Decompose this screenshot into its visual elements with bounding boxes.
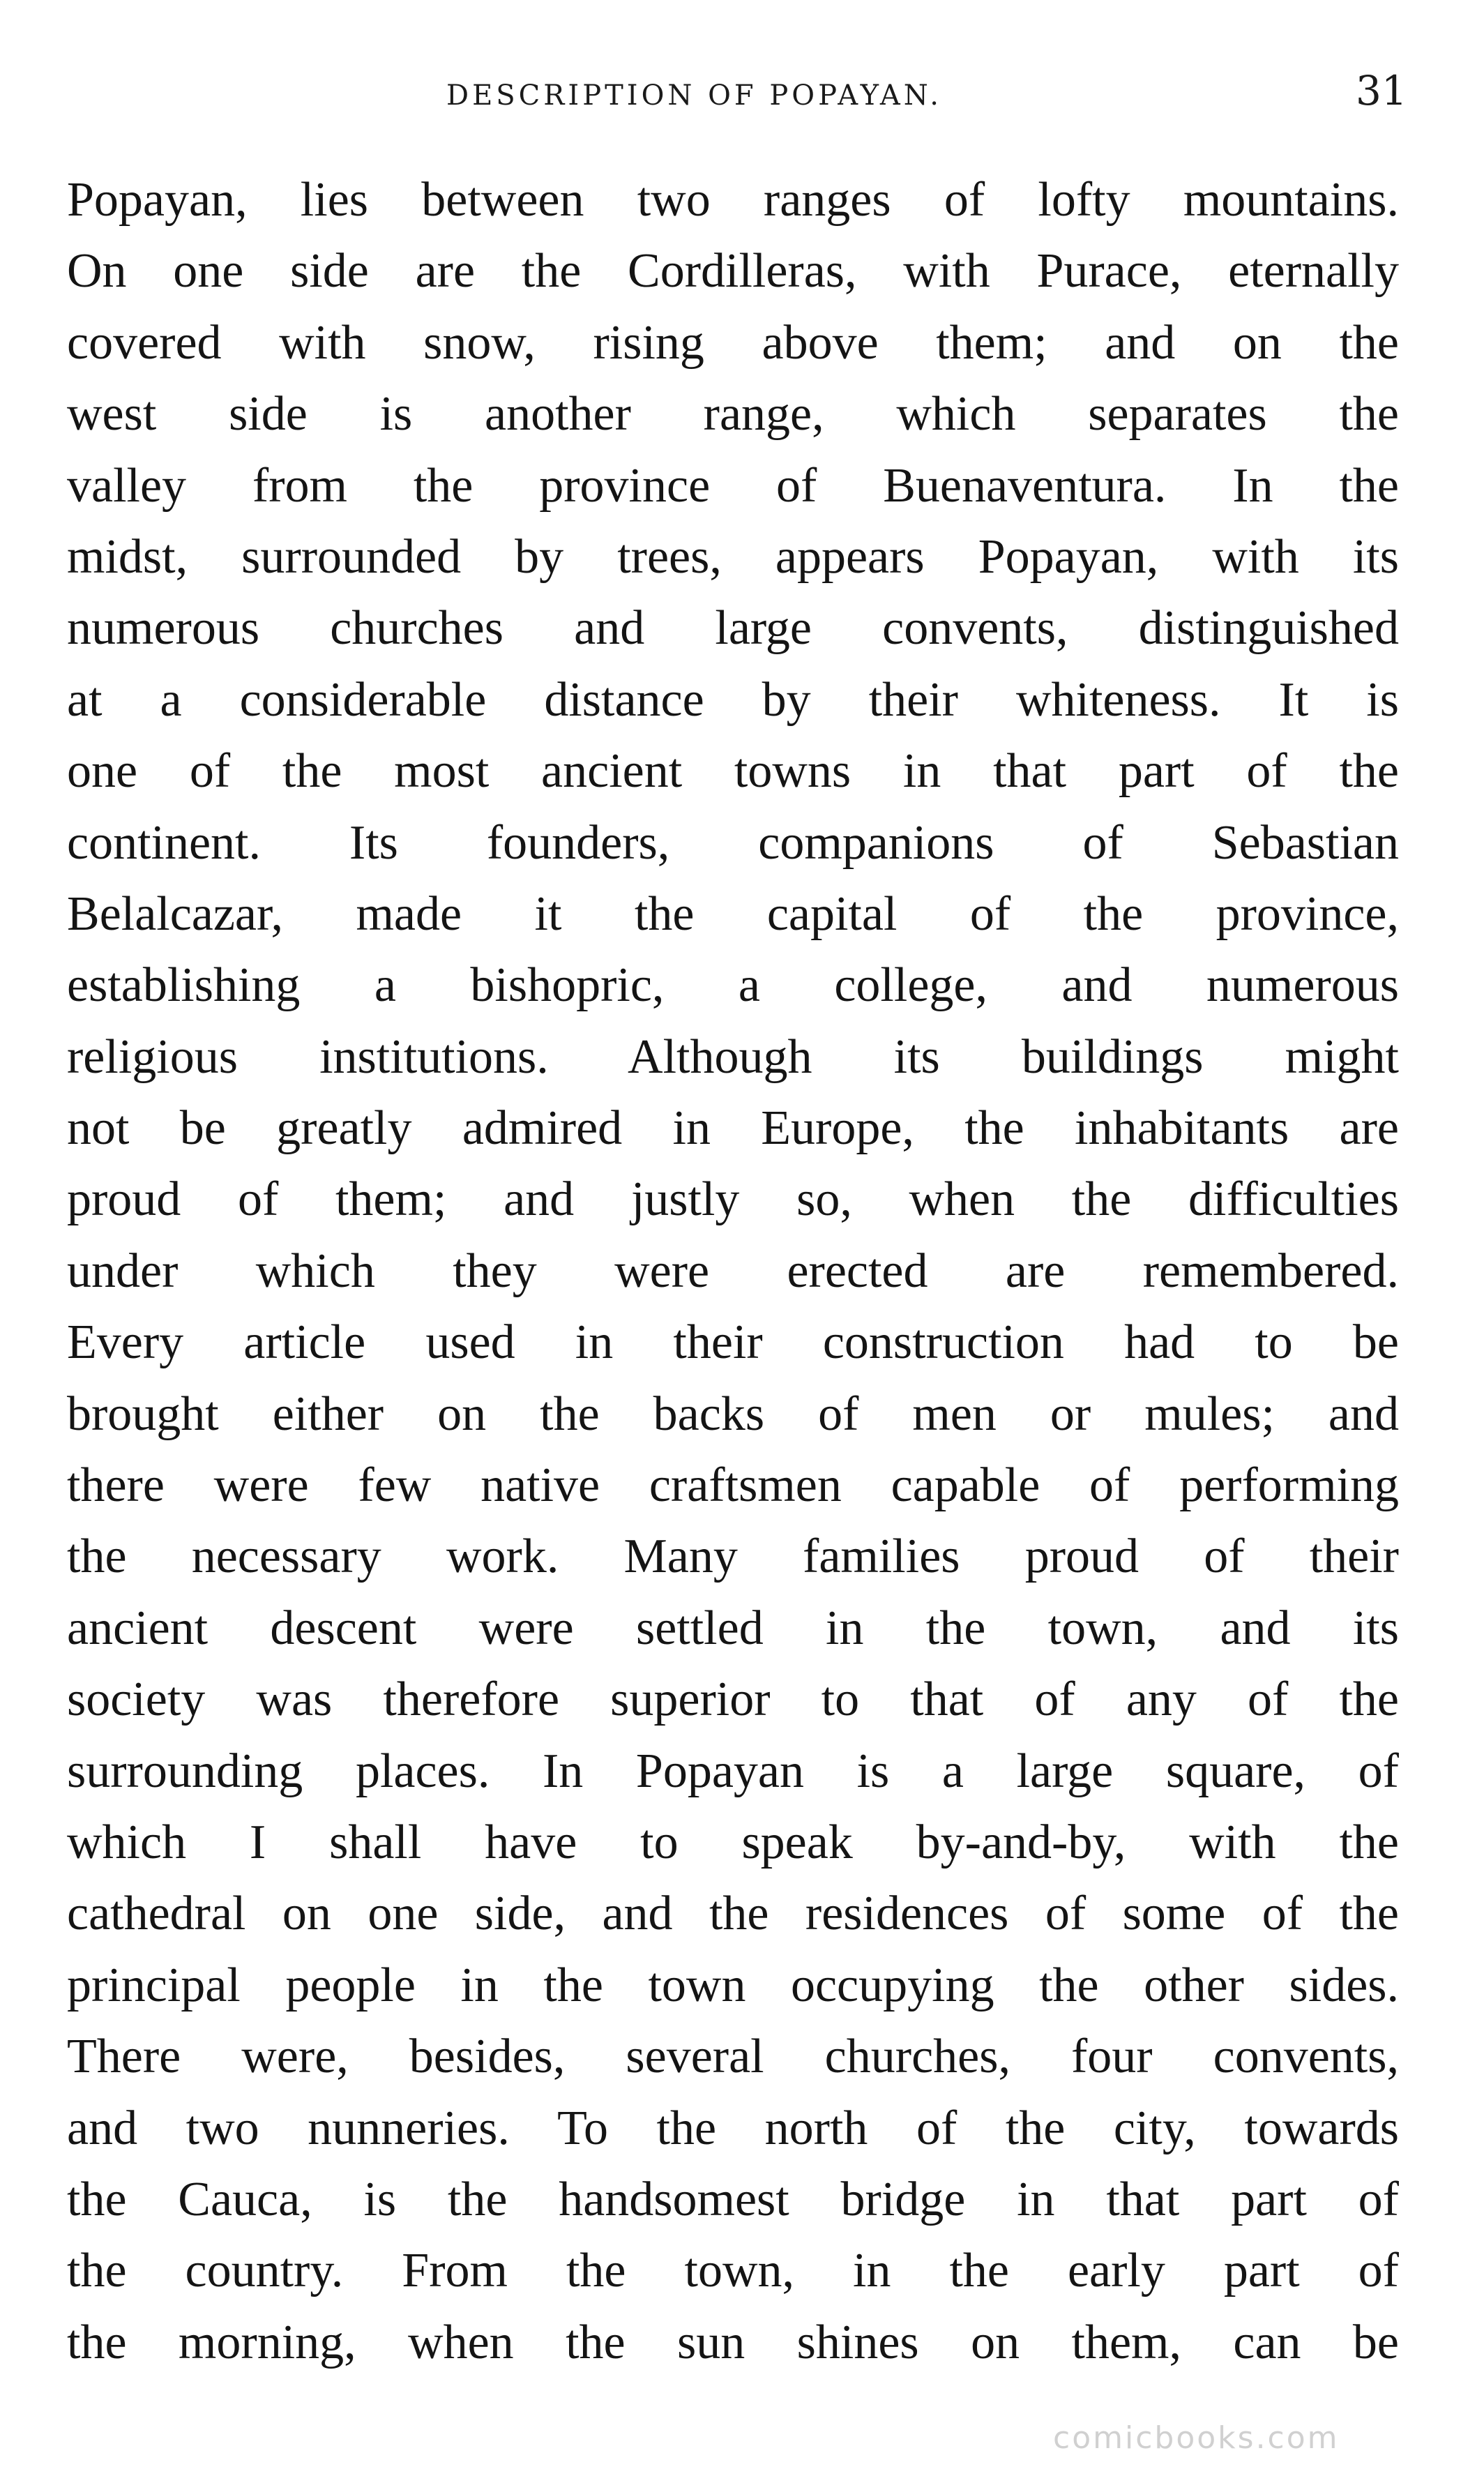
text-line: society was therefore superior to that of any of the: [67, 1673, 1399, 1727]
text-line: covered with snow, rising above them; and on the: [67, 315, 1399, 370]
text-line: the necessary work. Many families proud of their: [67, 1530, 1399, 1584]
text-line: valley from the province of Buenaventura. In the: [67, 458, 1399, 513]
text-line: at a considerable distance by their whiteness. It is: [67, 672, 1399, 727]
text-line: Every article used in their construction had to be: [67, 1315, 1399, 1370]
text-line: ancient descent were settled in the town, and its: [67, 1601, 1399, 1655]
text-line: one of the most ancient towns in that part of the: [67, 744, 1399, 799]
text-line: the Cauca, is the handsomest bridge in that part of: [67, 2172, 1399, 2226]
text-line: which I shall have to speak by-and-by, with the: [67, 1815, 1399, 1869]
text-line: Popayan, lies between two ranges of lofty mountains.: [67, 173, 1399, 227]
text-line: under which they were erected are remembered.: [67, 1244, 1399, 1298]
text-line: not be greatly admired in Europe, the inhabitants are: [67, 1101, 1399, 1156]
page-number: 31: [1356, 67, 1407, 114]
text-line: religious institutions. Although its buildings might: [67, 1029, 1399, 1084]
text-line: the morning, when the sun shines on them, can be: [67, 2315, 1399, 2369]
text-line: there were few native craftsmen capable of performing: [67, 1458, 1399, 1513]
text-line: cathedral on one side, and the residences of some of the: [67, 1887, 1399, 1941]
watermark: comicbooks.com: [1053, 2420, 1340, 2456]
text-line: west side is another range, which separates the: [67, 387, 1399, 441]
text-line: On one side are the Cordilleras, with Purace, eternally: [67, 244, 1399, 299]
text-line: the country. From the town, in the early part of: [67, 2244, 1399, 2298]
text-line: Belalcazar, made it the capital of the province,: [67, 886, 1399, 941]
text-line: continent. Its founders, companions of Sebastian: [67, 815, 1399, 870]
text-line: midst, surrounded by trees, appears Popayan, with its: [67, 529, 1399, 584]
running-title: DESCRIPTION OF POPAYAN.: [446, 80, 942, 112]
running-head: [0, 67, 1484, 123]
text-line: establishing a bishopric, a college, and numerous: [67, 958, 1399, 1013]
text-line: proud of them; and justly so, when the difficulties: [67, 1172, 1399, 1227]
body-text: [67, 165, 1399, 2378]
text-line: brought either on the backs of men or mules; and: [67, 1387, 1399, 1441]
text-line: numerous churches and large convents, distinguished: [67, 601, 1399, 656]
text-line: and two nunneries. To the north of the city, towards: [67, 2101, 1399, 2155]
text-line: There were, besides, several churches, four convents,: [67, 2030, 1399, 2084]
text-line: surrounding places. In Popayan is a large square, of: [67, 1744, 1399, 1798]
text-line: principal people in the town occupying the other sides.: [67, 1958, 1399, 2012]
